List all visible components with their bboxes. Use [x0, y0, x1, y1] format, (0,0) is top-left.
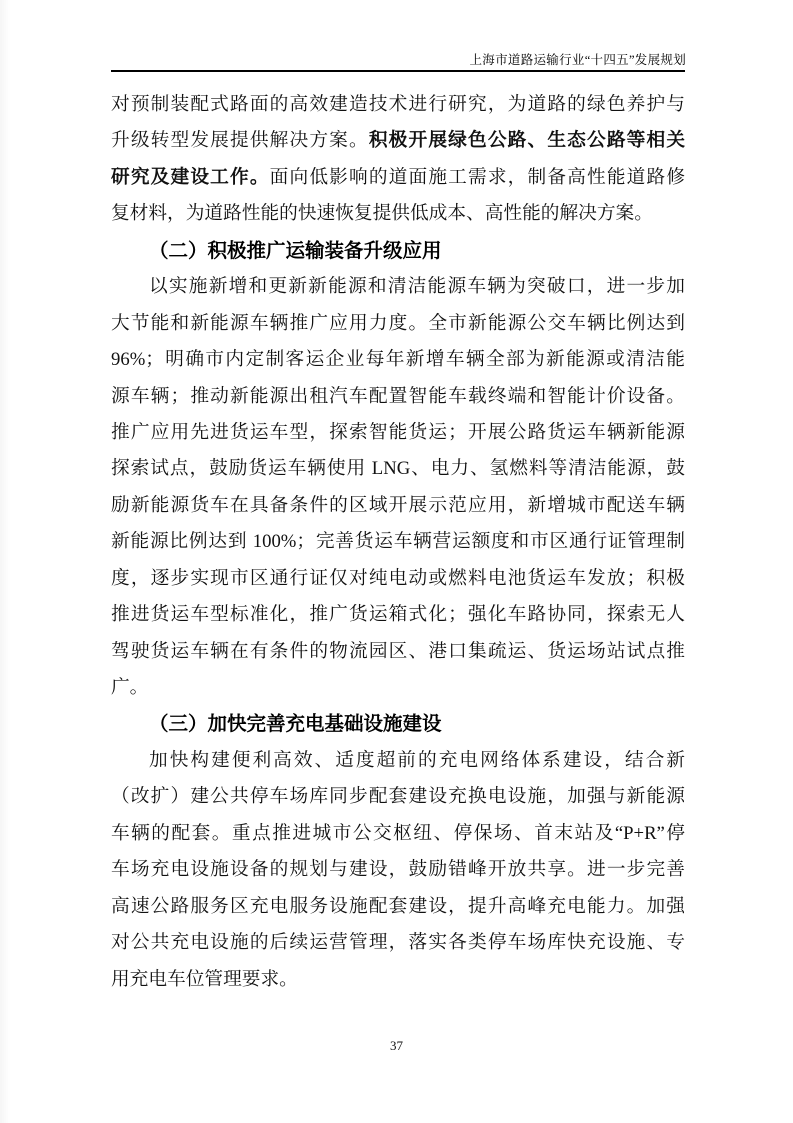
text-segment: 对公共充电设施的后续运营管理，落实各类停车场库快充设施、专: [111, 932, 685, 954]
text-segment: 面向低影响的道面施工需求，制备高性能道路修: [269, 166, 685, 188]
page-edge-shade: [0, 0, 10, 1123]
text-segment: 大节能和新能源车辆推广应用力度。全市新能源公交车辆比例达到: [111, 312, 685, 334]
text-line: [111, 269, 685, 305]
text-segment: 对预制装配式路面的高效建造技术进行研究，为道路的绿色养护与: [111, 94, 685, 115]
text-line: [111, 779, 685, 815]
page-number: 37: [390, 1038, 403, 1053]
text-line: [111, 342, 685, 378]
text-segment: 驾驶货运车辆在有条件的物流园区、港口集疏运、货运场站试点推: [111, 640, 685, 662]
text-segment: 推进货运车型标准化，推广货运箱式化；强化车路协同，探索无人: [111, 604, 685, 626]
text-segment: 度，逐步实现市区通行证仅对纯电动或燃料电池货运车发放；积极: [111, 567, 685, 589]
text-line: [111, 524, 685, 560]
header-rule: [111, 70, 685, 72]
bold-text-segment: 研究及建设工作。: [111, 166, 270, 188]
text-segment: 探索试点，鼓励货运车辆使用 LNG、电力、氢燃料等清洁能源，鼓: [111, 458, 685, 480]
text-segment: 源车辆；推动新能源出租汽车配置智能车载终端和智能计价设备。: [111, 385, 685, 407]
text-line: [111, 451, 685, 487]
section-heading: （三）加快完善充电基础设施建设: [149, 713, 442, 736]
text-segment: 加快构建便利高效、适度超前的充电网络体系建设，结合新: [149, 749, 685, 771]
text-line: [111, 379, 685, 415]
text-segment: 车辆的配套。重点推进城市公交枢纽、停保场、首末站及“P+R”停: [111, 822, 685, 844]
text-line: [111, 634, 685, 670]
text-line: [111, 816, 685, 852]
document-body: [111, 87, 685, 998]
text-line: [111, 962, 685, 998]
text-line: [111, 123, 685, 159]
text-line: [111, 488, 685, 524]
text-line: [111, 196, 685, 232]
text-segment: 以实施新增和更新新能源和清洁能源车辆为突破口，进一步加: [149, 276, 685, 298]
text-line: [111, 889, 685, 925]
bold-text-segment: 积极开展绿色公路、生态公路等相关: [368, 130, 685, 152]
text-line: [111, 925, 685, 961]
header-title: 上海市道路运输行业“十四五”发展规划: [469, 53, 686, 67]
text-line: [111, 561, 685, 597]
text-segment: 车场充电设施设备的规划与建设，鼓励错峰开放共享。进一步完善: [111, 859, 685, 881]
text-segment: 新能源比例达到 100%；完善货运车辆营运额度和市区通行证管理制: [111, 531, 685, 553]
text-line: [111, 597, 685, 633]
page-footer: [0, 1036, 793, 1056]
text-segment: 升级转型发展提供解决方案。: [111, 130, 369, 152]
text-line: [111, 852, 685, 888]
text-segment: 用充电车位管理要求。: [111, 968, 298, 990]
text-segment: 推广应用先进货运车型，探索智能货运；开展公路货运车辆新能源: [111, 421, 685, 443]
text-segment: 复材料，为道路性能的快速恢复提供低成本、高性能的解决方案。: [111, 203, 653, 225]
text-line: [111, 160, 685, 196]
text-line: [111, 87, 685, 123]
text-segment: 励新能源货车在具备条件的区域开展示范应用，新增城市配送车辆: [111, 494, 685, 516]
text-segment: 96%；明确市内定制客运企业每年新增车辆全部为新能源或清洁能: [111, 349, 685, 371]
text-segment: （改扩）建公共停车场库同步配套建设充换电设施，加强与新能源: [111, 786, 685, 808]
text-segment: 高速公路服务区充电服务设施配套建设，提升高峰充电能力。加强: [111, 895, 685, 917]
text-line: [111, 743, 685, 779]
text-line: [111, 306, 685, 342]
text-line: [111, 415, 685, 451]
text-segment: 广。: [111, 677, 149, 698]
text-line: [111, 670, 685, 706]
section-heading: （二）积极推广运输装备升级应用: [149, 239, 442, 262]
